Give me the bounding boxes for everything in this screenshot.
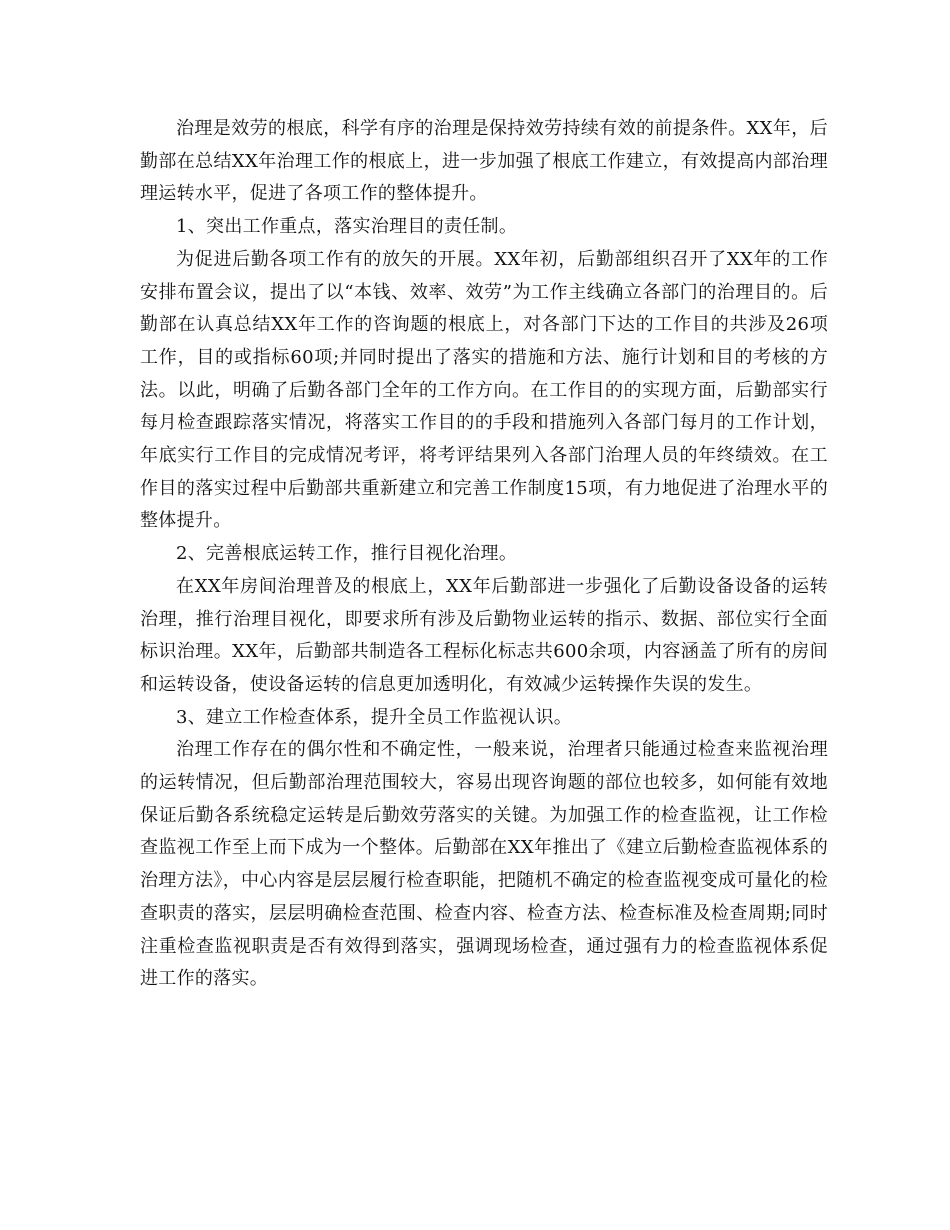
document-body (140, 113, 828, 996)
heading-section-2: 2、完善根底运转工作，推行目视化治理。 (176, 543, 518, 565)
paragraph-section-3: 治理工作存在的偶尔性和不确定性，一般来说，治理者只能通过检查来监视治理的运转情况，但后勤部治理范围较大，容易出现咨询题的部位也较多，如何能有效地保证后勤各系统稳定运转是后勤效劳落实的关键。为加强工作的检查监视，让工作检查监视工作至上而下成为一个整体。后勤部在XX年推出了《建立后勤检查监视体系的治理方法》，中心内容是层层履行检查职能，把随机不确定的检查监视变成可量化的检查职责的落实，层层明确检查范围、检查内容、检查方法、检查标准及检查周期;同时注重检查监视职责是否有效得到落实，强调现场检查，通过强有力的检查监视体系促进工作的落实。 (140, 739, 828, 990)
paragraph-section-1: 为促进后勤各项工作有的放矢的开展。XX年初，后勤部组织召开了XX年的工作安排布置会议，提出了以“本钱、效率、效劳”为工作主线确立各部门的治理目的。后勤部在认真总结XX年工作的咨询题的根底上，对各部门下达的工作目的共涉及26项工作，目的或指标60项;并同时提出了落实的措施和方法、施行计划和目的考核的方法。以此，明确了后勤各部门全年的工作方向。在工作目的的实现方面，后勤部实行每月检查跟踪落实情况，将落实工作目的的手段和措施列入各部门每月的工作计划，年底实行工作目的完成情况考评，将考评结果列入各部门治理人员的年终绩效。在工作目的落实过程中后勤部共重新建立和完善工作制度15项，有力地促进了治理水平的整体提升。 (140, 248, 828, 532)
paragraph-intro: 治理是效劳的根底，科学有序的治理是保持效劳持续有效的前提条件。XX年，后勤部在总结XX年治理工作的根底上，进一步加强了根底工作建立，有效提高内部治理理运转水平，促进了各项工作的整体提升。 (140, 118, 828, 205)
heading-section-3: 3、建立工作检查体系，提升全员工作监视认识。 (176, 706, 573, 728)
heading-section-1: 1、突出工作重点，落实治理目的责任制。 (176, 216, 518, 238)
paragraph-section-2: 在XX年房间治理普及的根底上，XX年后勤部进一步强化了后勤设备设备的运转治理，推行治理目视化，即要求所有涉及后勤物业运转的指示、数据、部位实行全面标识治理。XX年，后勤部共制造各工程标化标志共600余项，内容涵盖了所有的房间和运转设备，使设备运转的信息更加透明化，有效减少运转操作失误的发生。 (140, 575, 828, 695)
